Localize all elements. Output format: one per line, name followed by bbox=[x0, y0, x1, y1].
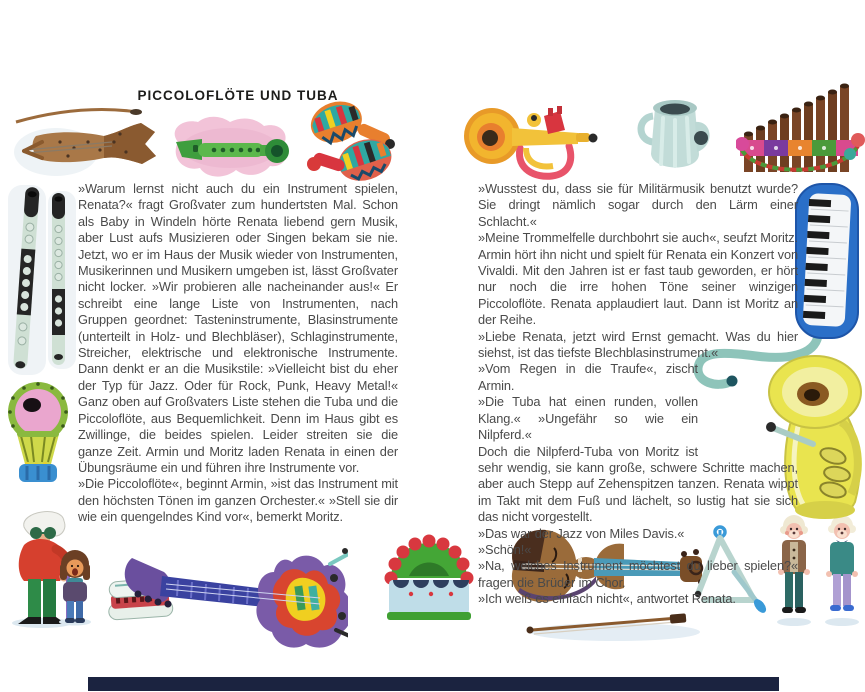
folk-fiddle-illustration bbox=[8, 98, 158, 183]
right-paragraph-7: »Das war der Jazz von Miles Davis.« bbox=[478, 525, 685, 541]
right-page-text bbox=[478, 181, 798, 608]
left-paragraph-1: »Warum lernst nicht auch du ein Instrument spielen, Renata?« fragt Großvater zum hundertsten Mal. Schon als Baby in Windeln hörte Renata liebend gern Musik, aber Lust aufs Musizieren oder Singen bekam sie nie. Jetzt, wo er im Haus der Musik wieder von Instrumenten, Musikerinnen und Musikern umgeben ist, lässt Großvater nicht locker. »Wir probieren alle nacheinander aus!« Er schreibt eine lange Liste von Instrumenten, nach Gruppen geordnet: Tasteninstrumente, Blasinstrumente (unterteilt in Holz- und Blechbläser), Schlaginstrumente, Streicher, elektrische und elektronische Instrumente. Dann denkt er an die Musikstile: »Vielleicht bist du eher der Typ für Jazz. Oder für Rock, Punk, Heavy Metal!« Ganz oben auf Großvaters Liste stehen die Tuba und die Piccoloflöte, aus Bequemlichkeit. Denn im Haus gibt es Zwillinge, die beides spielen. Leider streiten sie die ganze Zeit. Armin und Moritz laden Renata in einen der Übungsräume ein und führen ihre Instrumente vor. bbox=[78, 181, 398, 475]
left-paragraph-2: »Die Piccoloflöte«, beginnt Armin, »ist das Instrument mit den höchsten Tönen im ganzen Orchester.« »Stell sie dir wie ein quengelndes Kind vor«, bemerkt Moritz. bbox=[78, 476, 398, 525]
drum-illustration bbox=[383, 524, 475, 624]
right-paragraph-3: »Liebe Renata, jetzt wird Ernst gemacht. Was du hier siehst, ist das tiefste Blechblasinstrument.« bbox=[478, 328, 798, 361]
right-paragraph-10: »Ich weiß es einfach nicht«, antwortet Renata. bbox=[478, 591, 736, 607]
right-paragraph-1: »Wusstest du, dass sie für Militärmusik benutzt wurde? Sie dringt nämlich sogar durch den Lärm einer Schlacht.« bbox=[478, 181, 798, 229]
illustration-wrap-spacer bbox=[698, 361, 798, 444]
piccolo-flutes-illustration bbox=[2, 183, 80, 379]
right-paragraph-5: »Die Tuba hat einen runden, vollen Klang.« »Ungefähr so wie ein Nilpferd.« bbox=[478, 394, 698, 443]
right-paragraph-9: »Na, welches Instrument möchtest du lieber spielen?« fragen die Brüder im Chor. bbox=[478, 558, 798, 590]
recorder-in-case-illustration bbox=[160, 112, 302, 184]
pan-flute-illustration bbox=[736, 78, 865, 180]
maracas-illustration bbox=[303, 98, 398, 186]
clay-jug-illustration bbox=[633, 94, 723, 180]
right-paragraph-2: »Meine Trommelfelle durchbohrt sie auch«, seufzt Moritz. Armin hört ihn nicht und spielt für Renata ein Konzert von Vivaldi. Mit den Jahren ist er fast taub geworden, er hört nur noch die irre hohen Töne seiner winzigen Piccoloflöte. Renata applaudiert laut. Dann ist Moritz an der Reihe. bbox=[478, 230, 798, 328]
trumpet-illustration bbox=[460, 96, 602, 184]
child-illustration bbox=[56, 548, 94, 626]
electric-guitar-illustration bbox=[122, 514, 348, 652]
book-cover-edge bbox=[88, 677, 779, 691]
right-paragraph-6: Doch die Nilpferd-Tuba von Moritz ist sehr wendig, sie kann große, schwere Schritte machen, aber auch Stepp auf Zehenspitzen tanzen. Renata wippt im Takt mit dem Fuß und lächelt, so lustig hat sie sich das nicht vorgestellt. bbox=[478, 443, 798, 525]
right-paragraph-4: »Vom Regen in die Traufe«, zischt Armin. bbox=[478, 361, 698, 393]
chapter-title: PICCOLOFLÖTE UND TUBA bbox=[137, 88, 339, 103]
balloon-rattle-illustration bbox=[5, 376, 71, 484]
right-paragraph-8: »Schön!« bbox=[478, 541, 532, 557]
left-page-text bbox=[78, 181, 398, 526]
